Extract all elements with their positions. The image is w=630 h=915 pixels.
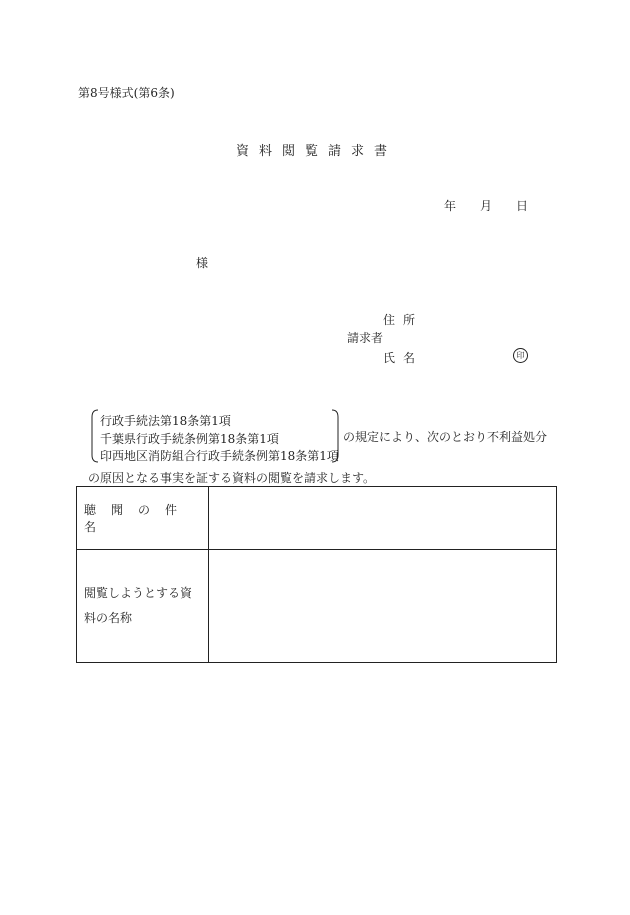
seal-mark: 印 — [513, 348, 528, 363]
address-label: 住所 — [383, 313, 424, 327]
table-row — [77, 487, 557, 550]
date-day-label: 日 — [516, 199, 529, 213]
law-options-bracket — [90, 409, 340, 463]
date-month-label: 月 — [480, 199, 493, 213]
material-name-label-line2: 料の名称 — [84, 611, 133, 625]
form-number: 第8号様式(第6条) — [78, 86, 175, 100]
law-option-3: 印西地区消防組合行政手続条例第18条第1項 — [100, 449, 339, 463]
law-option-1: 行政手続法第18条第1項 — [100, 414, 231, 428]
law-tail-text: の規定により、次のとおり不利益処分 — [343, 430, 548, 444]
request-form-table — [76, 486, 557, 663]
name-label: 氏名 — [383, 351, 424, 365]
material-name-field[interactable] — [209, 550, 557, 663]
material-name-label-line1: 閲覧しようとする資 — [84, 586, 193, 600]
requester-label: 請求者 — [347, 331, 384, 345]
document-title: 資料閲覧請求書 — [236, 144, 398, 159]
table-row — [77, 550, 557, 663]
addressee-suffix: 様 — [196, 256, 209, 270]
hearing-title-label: 聴聞の件名 — [77, 487, 209, 550]
law-option-2: 千葉県行政手続条例第18条第1項 — [100, 432, 279, 446]
request-statement: の原因となる事実を証する資料の閲覧を請求します。 — [88, 471, 376, 485]
hearing-title-field[interactable] — [209, 487, 557, 550]
material-name-label — [77, 550, 209, 663]
date-year-label: 年 — [444, 199, 457, 213]
